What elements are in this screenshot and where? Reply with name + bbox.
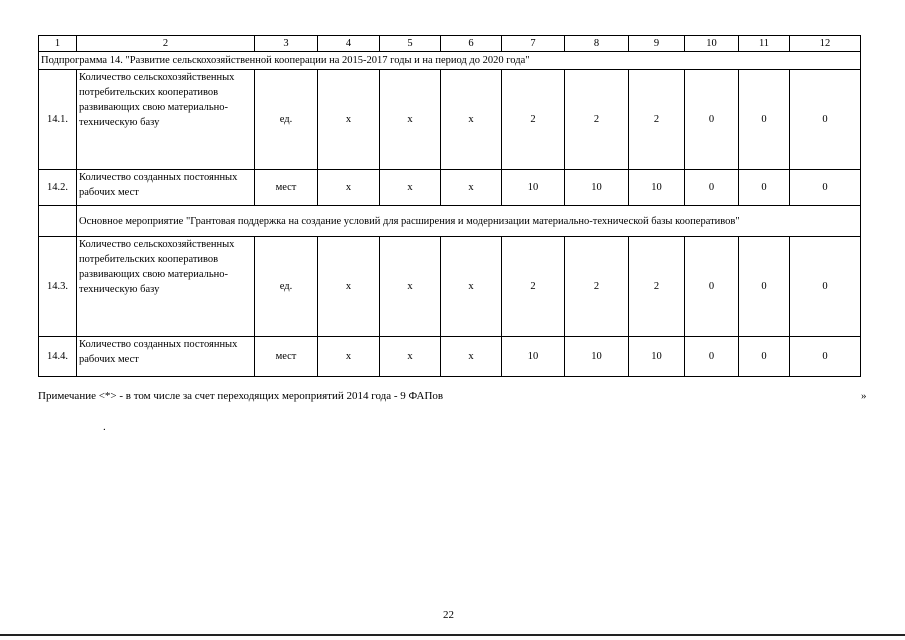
col-header-11: 11 (739, 36, 790, 52)
closing-quote: » (861, 390, 867, 402)
subprogram-title: Подпрограмма 14. "Развитие сельскохозяйственной кооперации на 2015-2017 годы и на период до 2020 года" (39, 52, 861, 70)
row-number: 14.1. (39, 70, 77, 170)
col-header-3: 3 (255, 36, 318, 52)
value-cell: х (441, 70, 502, 170)
table-row (39, 70, 861, 170)
indicator-name: Количество созданных постоянных рабочих мест (77, 170, 255, 206)
col-header-1: 1 (39, 36, 77, 52)
row-number: 14.3. (39, 237, 77, 337)
col-header-12: 12 (790, 36, 861, 52)
value-cell: 2 (502, 70, 565, 170)
value-cell: х (441, 170, 502, 206)
stray-dot: . (103, 421, 106, 433)
main-event-row (39, 206, 861, 237)
value-cell: 0 (739, 170, 790, 206)
value-cell: 2 (502, 237, 565, 337)
value-cell: 0 (790, 70, 861, 170)
value-cell: х (318, 237, 380, 337)
table-row (39, 337, 861, 377)
value-cell: 2 (629, 70, 685, 170)
value-cell: 10 (565, 170, 629, 206)
value-cell: 10 (629, 337, 685, 377)
value-cell: х (441, 237, 502, 337)
page-number: 22 (443, 609, 454, 621)
value-cell: х (380, 237, 441, 337)
value-cell: 10 (502, 337, 565, 377)
main-event-title: Основное мероприятие "Грантовая поддержка на создание условий для расширения и модернизации материально-технической базы кооперативов" (77, 206, 861, 237)
row-number: 14.4. (39, 337, 77, 377)
value-cell: 0 (685, 70, 739, 170)
value-cell: 10 (565, 337, 629, 377)
indicator-name: Количество сельскохозяйственных потребительских кооперативов развивающих свою материально-техническую базу (77, 70, 255, 170)
value-cell: 0 (739, 337, 790, 377)
scan-bottom-edge (0, 634, 905, 636)
value-cell: х (318, 70, 380, 170)
table-row (39, 237, 861, 337)
col-header-2: 2 (77, 36, 255, 52)
subprogram-title-row (39, 52, 861, 70)
column-number-header-row (39, 36, 861, 52)
value-cell: 0 (739, 70, 790, 170)
col-header-4: 4 (318, 36, 380, 52)
col-header-5: 5 (380, 36, 441, 52)
value-cell: х (380, 170, 441, 206)
value-cell: 0 (739, 237, 790, 337)
value-cell: 2 (629, 237, 685, 337)
unit-cell: мест (255, 337, 318, 377)
unit-cell: ед. (255, 237, 318, 337)
value-cell: 2 (565, 237, 629, 337)
table-row (39, 170, 861, 206)
unit-cell: ед. (255, 70, 318, 170)
value-cell: 0 (685, 170, 739, 206)
col-header-6: 6 (441, 36, 502, 52)
value-cell: 10 (629, 170, 685, 206)
footnote: Примечание <*> - в том числе за счет переходящих мероприятий 2014 года - 9 ФАПов (38, 390, 444, 402)
value-cell: 0 (790, 170, 861, 206)
row-number: 14.2. (39, 170, 77, 206)
value-cell: х (380, 337, 441, 377)
value-cell: х (380, 70, 441, 170)
value-cell: 0 (685, 337, 739, 377)
indicators-table (38, 35, 861, 377)
unit-cell: мест (255, 170, 318, 206)
value-cell: 0 (790, 337, 861, 377)
indicator-name: Количество сельскохозяйственных потребительских кооперативов развивающих свою материально-техническую базу (77, 237, 255, 337)
value-cell: х (441, 337, 502, 377)
value-cell: 0 (685, 237, 739, 337)
indicators-table-container (38, 35, 861, 377)
value-cell: 0 (790, 237, 861, 337)
col-header-8: 8 (565, 36, 629, 52)
value-cell: х (318, 170, 380, 206)
indicator-name: Количество созданных постоянных рабочих мест (77, 337, 255, 377)
value-cell: 10 (502, 170, 565, 206)
col-header-7: 7 (502, 36, 565, 52)
empty-cell (39, 206, 77, 237)
col-header-9: 9 (629, 36, 685, 52)
value-cell: 2 (565, 70, 629, 170)
value-cell: х (318, 337, 380, 377)
col-header-10: 10 (685, 36, 739, 52)
